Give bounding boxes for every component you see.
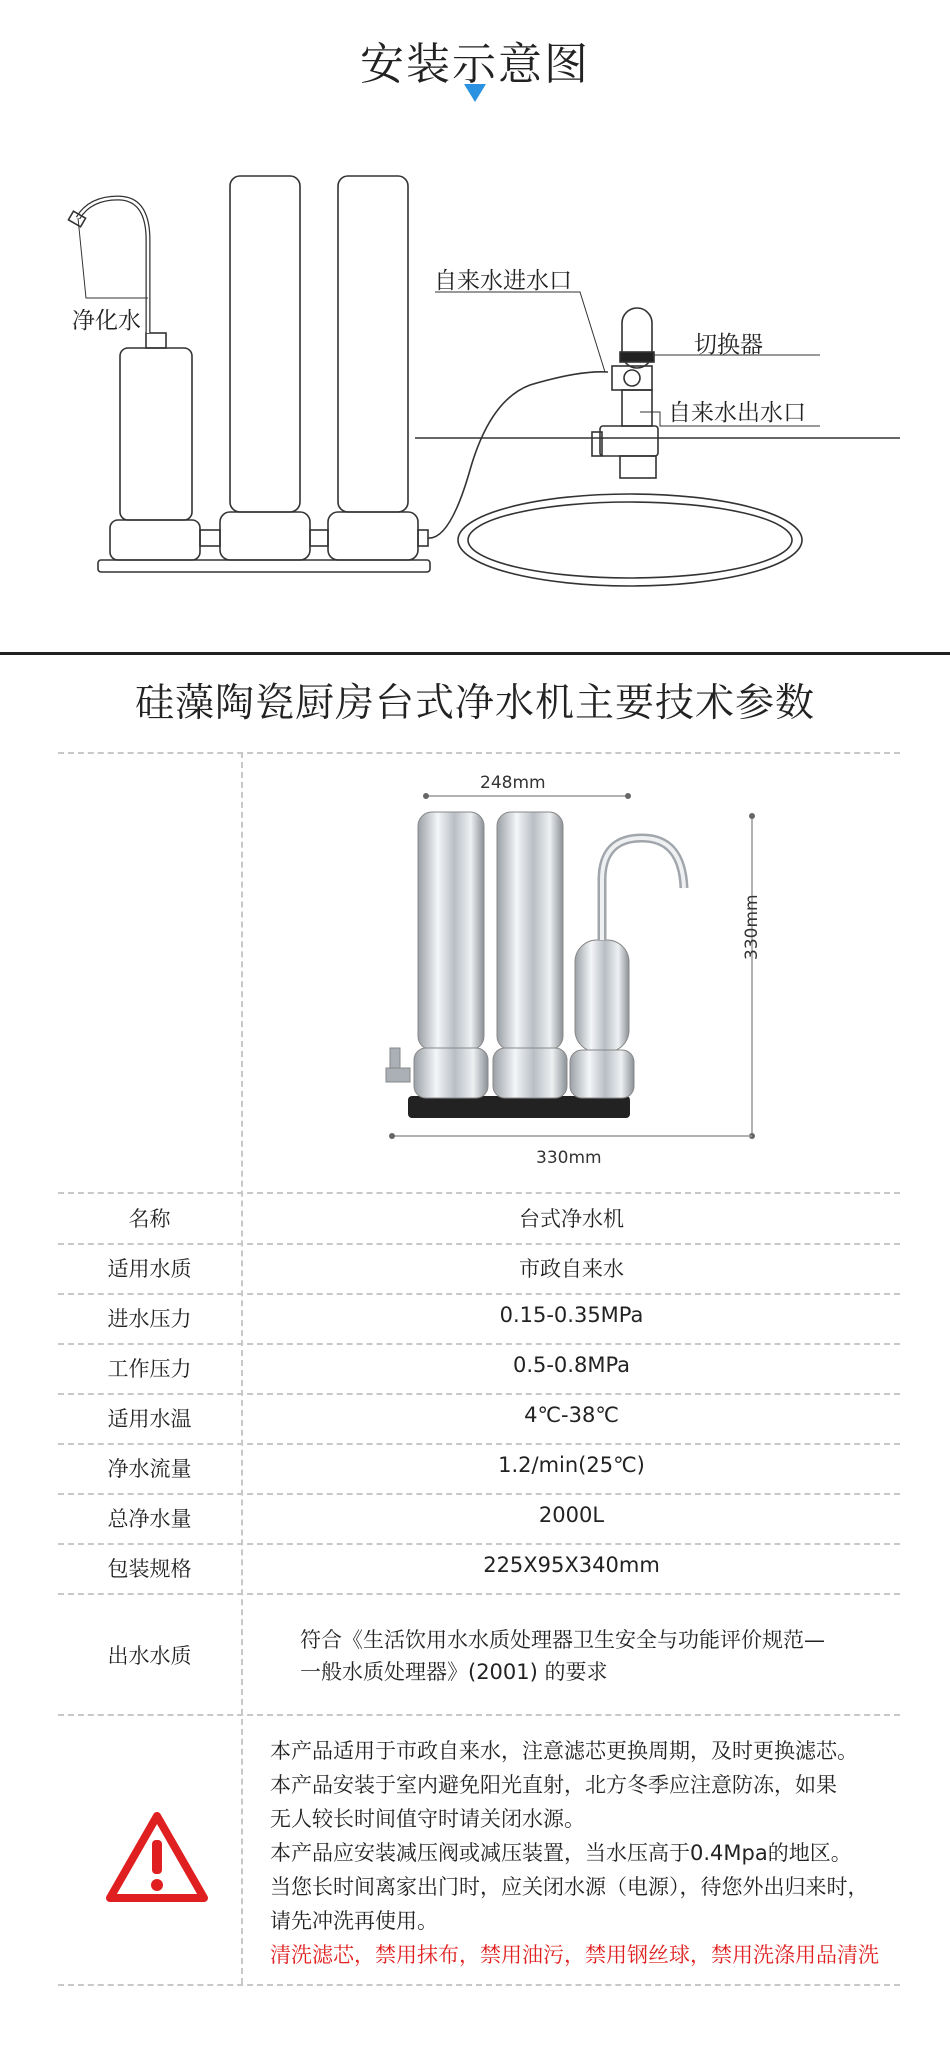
table-border-top	[58, 752, 900, 754]
table-row-border	[58, 1192, 900, 1194]
usage-notes	[270, 1734, 910, 1972]
spec-name-quality: 出水水质	[107, 1644, 192, 1668]
sink	[458, 494, 802, 586]
note-line: 请先冲洗再使用。	[270, 1909, 438, 1933]
down-triangle-icon	[464, 84, 486, 102]
base-plate	[98, 560, 430, 572]
faucet-body	[120, 348, 192, 520]
quality-line-2: 一般水质处理器》(2001) 的要求	[300, 1660, 608, 1684]
dimension-height: 330mm	[742, 894, 762, 960]
label-tap-outlet: 自来水出水口	[668, 400, 806, 426]
spec-name: 工作压力	[107, 1357, 192, 1381]
spec-name: 名称	[128, 1207, 171, 1231]
note-line: 本产品应安装减压阀或减压装置，当水压高于0.4Mpa的地区。	[270, 1841, 852, 1865]
label-switch: 切换器	[694, 332, 763, 358]
installation-diagram	[0, 110, 950, 650]
spec-value: 市政自来水	[519, 1257, 624, 1281]
spec-value: 2000L	[538, 1503, 605, 1527]
spec-value: 台式净水机	[519, 1207, 624, 1231]
filter-housing-1	[230, 176, 300, 512]
spec-value: 0.15-0.35MPa	[499, 1303, 644, 1327]
spec-name: 净水流量	[107, 1457, 192, 1481]
spec-name: 进水压力	[107, 1307, 192, 1331]
spec-name: 包装规格	[107, 1557, 192, 1581]
spec-value: 0.5-0.8MPa	[512, 1353, 631, 1377]
spec-value-quality	[300, 1624, 825, 1688]
label-tap-inlet: 自来水进水口	[434, 268, 572, 294]
label-purified-water: 净化水	[72, 308, 141, 334]
warning-icon	[104, 1810, 210, 1904]
spec-value: 4℃-38℃	[524, 1403, 619, 1427]
note-line: 当您长时间离家出门时，应关闭水源（电源），待您外出归来时，	[270, 1875, 869, 1899]
note-line: 本产品安装于室内避免阳光直射，北方冬季应注意防冻，如果	[270, 1773, 837, 1797]
cleaning-warning: 清洗滤芯，禁用抹布，禁用油污，禁用钢丝球，禁用洗涤用品清洗	[270, 1943, 879, 1967]
spec-name: 适用水质	[107, 1257, 192, 1281]
spec-value: 225X95X340mm	[483, 1553, 660, 1577]
table-border-bottom	[58, 1984, 900, 1986]
quality-line-1: 符合《生活饮用水水质处理器卫生安全与功能评价规范—	[300, 1628, 825, 1652]
dimension-width-top: 248mm	[480, 773, 546, 793]
section-divider	[0, 652, 950, 655]
spec-title: 硅藻陶瓷厨房台式净水机主要技术参数	[134, 681, 815, 726]
filter-housing-2	[338, 176, 408, 512]
spec-name: 总净水量	[107, 1507, 192, 1531]
note-line: 无人较长时间值守时请关闭水源。	[270, 1807, 585, 1831]
spec-value: 1.2/min(25℃)	[498, 1453, 645, 1477]
install-title: 安装示意图	[360, 39, 590, 90]
note-line: 本产品适用于市政自来水，注意滤芯更换周期，及时更换滤芯。	[270, 1739, 858, 1763]
spec-name: 适用水温	[107, 1407, 192, 1431]
dimension-width-bottom: 330mm	[536, 1148, 602, 1168]
product-image	[380, 770, 780, 1170]
